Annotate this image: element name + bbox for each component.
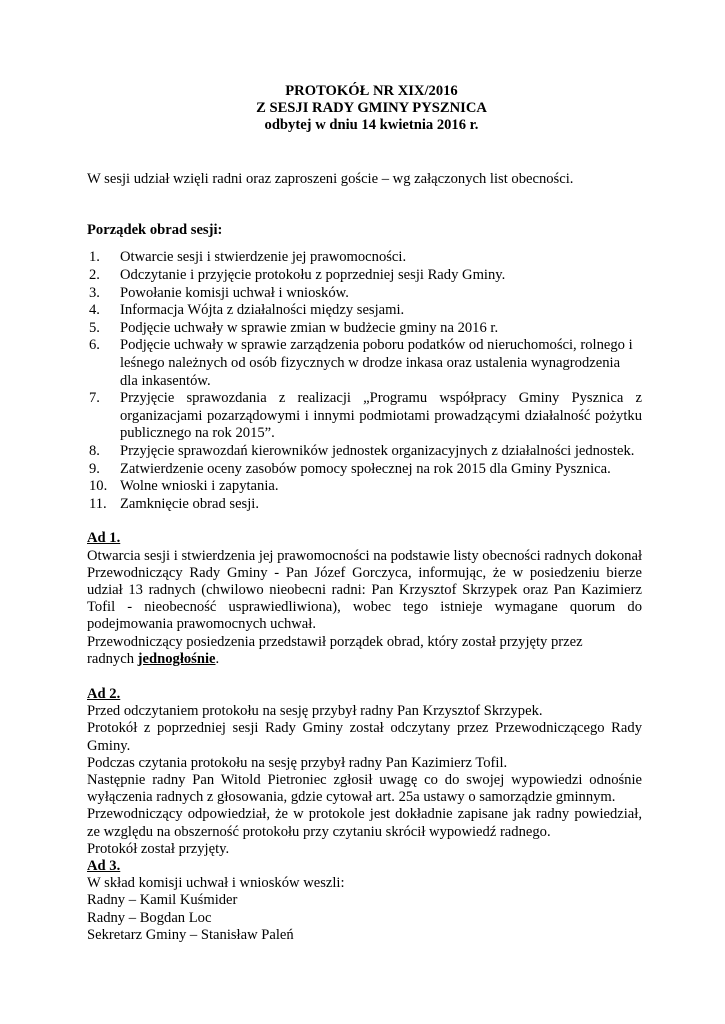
agenda-item [87,390,642,443]
agenda-item-text: Przyjęcie sprawozdań kierowników jednostek organizacyjnych z działalności jednostek. [120,442,635,459]
section-paragraph [87,651,642,668]
agenda-item-text: Informacja Wójta z działalności między sesjami. [120,302,405,319]
agenda-item-text: Powołanie komisji uchwał i wniosków. [120,284,349,301]
agenda-item [87,285,642,303]
section-paragraph: Przewodniczący posiedzenia przedstawił porządek obrad, który został przyjęty przez [87,633,583,650]
section-paragraph: Następnie radny Pan Witold Pietroniec zgłosił uwagę co do swojej wypowiedzi odnośnie wyłączenia radnych z głosowania, gdzie cytował art. 25a ustawy o samorządzie gminnym. [87,771,642,806]
agenda-title: Porządek obrad sesji: [87,222,223,239]
section-ad1 [87,530,642,668]
section-line: W skład komisji uchwał i wniosków weszli: [87,875,345,892]
section-paragraph: Podczas czytania protokołu na sesję przybył radny Pan Kazimierz Tofil. [87,754,508,771]
agenda-item [87,320,642,338]
agenda-item-number: 8. [89,442,100,459]
agenda-item [87,302,642,320]
protocol-title: PROTOKÓŁ NR XIX/2016 [285,83,458,99]
section-line: Sekretarz Gminy – Stanisław Paleń [87,926,294,943]
agenda-item-number: 10. [89,478,108,495]
section-paragraph: Przed odczytaniem protokołu na sesję przybył radny Pan Krzysztof Skrzypek. [87,703,543,720]
agenda-item-number: 3. [89,284,100,301]
agenda-item [87,337,642,390]
agenda-item-text: Zamknięcie obrad sesji. [120,495,259,512]
protocol-date: odbytej w dniu 14 kwietnia 2016 r. [264,117,479,133]
agenda-item-number: 6. [89,337,100,354]
agenda-item-number: 5. [89,319,100,336]
agenda-item [87,478,642,496]
agenda-list [87,249,642,513]
agenda-item-number: 4. [89,302,100,319]
section-title: Ad 2. [87,685,121,702]
section-ad2 [87,686,642,858]
agenda-item-text: Przyjęcie sprawozdania z realizacji „Programu współpracy Gminy Pysznica z organizacjami pozarządowymi i innymi podmiotami prowadzącymi działalność pożytku publicznego na rok 2015”. [120,390,642,442]
agenda-item-text: Podjęcie uchwały w sprawie zarządzenia poboru podatków od nieruchomości, rolnego i leśnego należnych od osób fizycznych w drodze inkasa oraz ustalenia wynagrodzenia dla inkasentów. [120,337,633,389]
agenda-item [87,496,642,514]
agenda-item-text: Otwarcie sesji i stwierdzenie jej prawomocności. [120,249,407,266]
text-fragment: . [215,650,220,667]
agenda-item-number: 9. [89,460,100,477]
agenda-item-text: Odczytanie i przyjęcie protokołu z poprzedniej sesji Rady Gminy. [120,267,506,283]
agenda-item-number: 11. [89,495,107,512]
text-fragment: radnych [87,650,138,667]
agenda-item-number: 7. [89,390,100,407]
section-paragraph: Protokół został przyjęty. [87,840,230,857]
agenda-item-text: Podjęcie uchwały w sprawie zmian w budżecie gminy na 2016 r. [120,319,499,336]
section-title: Ad 3. [87,857,121,874]
section-paragraph: Otwarcia sesji i stwierdzenia jej prawomocności na podstawie listy obecności radnych dokonał Przewodniczący Rady Gminy - Pan Józef Gorczyca, informując, że w posiedzeniu bierze udział 13 radnych (chwilowo nieobecni radni: Pan Krzysztof Skrzypek oraz Pan Kazimierz Tofil - nieobecność usprawiedliwiona), wobec tego istnieje wymagane quorum do podejmowania prawomocnych uchwał. [87,547,642,633]
agenda-item [87,267,642,285]
agenda-item [87,461,642,479]
protocol-session: Z SESJI RADY GMINY PYSZNICA [256,100,487,116]
section-line: Radny – Kamil Kuśmider [87,892,238,909]
agenda-item-text: Zatwierdzenie oceny zasobów pomocy społecznej na rok 2015 dla Gminy Pysznica. [120,460,611,477]
section-line: Radny – Bogdan Loc [87,909,212,926]
agenda-item [87,443,642,461]
agenda-item-text: Wolne wnioski i zapytania. [120,478,279,495]
section-paragraph: Protokół z poprzedniej sesji Rady Gminy został odczytany przez Przewodniczącego Rady Gminy. [87,720,642,754]
section-title: Ad 1. [87,530,121,547]
section-ad3 [87,858,642,944]
document-page [87,83,642,944]
section-paragraph: Przewodniczący odpowiedział, że w protokole jest dokładnie zapisane jak radny powiedział, ze względu na obszerność protokołu przy czytaniu skrócił wypowiedź radnego. [87,806,642,840]
agenda-item [87,249,642,267]
protocol-header [101,83,642,134]
emphasis-text: jednogłośnie [137,650,216,667]
attendance-note: W sesji udział wzięli radni oraz zaproszeni goście – wg załączonych list obecności. [87,171,574,187]
agenda-item-number: 2. [89,267,100,283]
agenda-item-number: 1. [89,249,100,266]
